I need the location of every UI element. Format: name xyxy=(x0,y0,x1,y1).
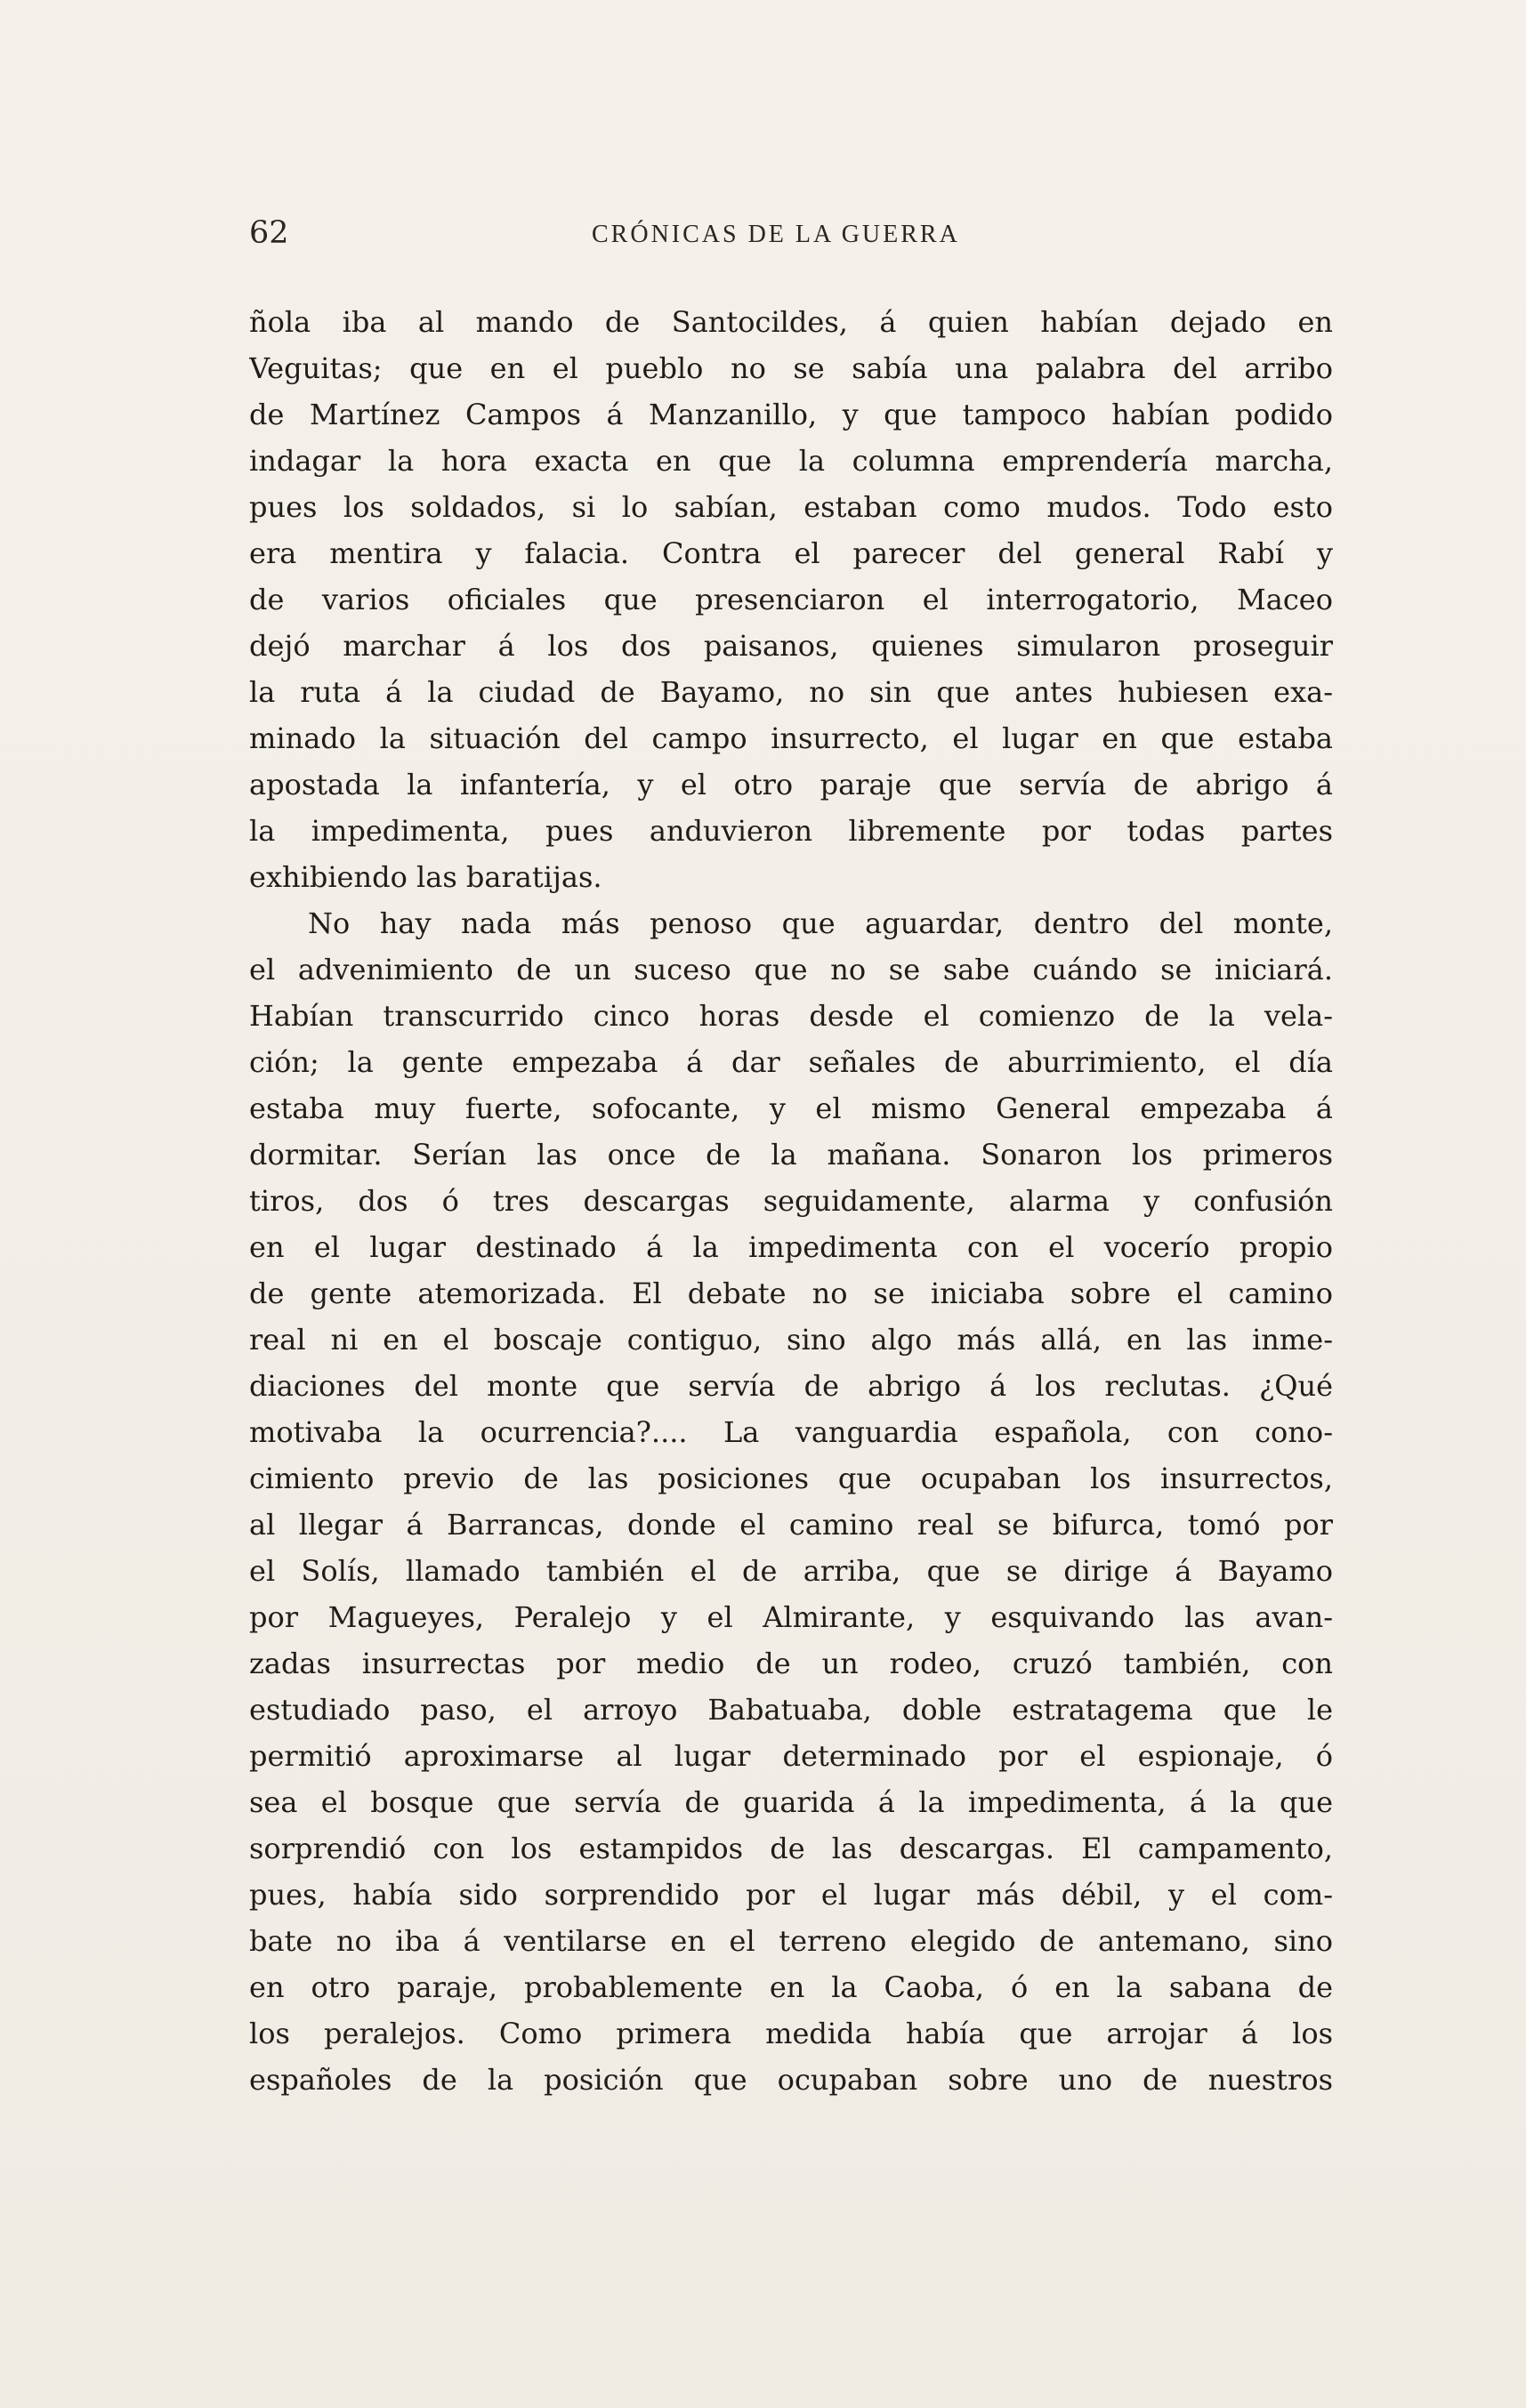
text-line: pues, había sido sorprendido por el lugar más débil, y el com- xyxy=(249,1878,1333,1912)
text-line: era mentira y falacia. Contra el parecer del general Rabí y xyxy=(249,536,1333,570)
text-line: cimiento previo de las posiciones que ocupaban los insurrectos, xyxy=(249,1462,1333,1495)
text-line: zadas insurrectas por medio de un rodeo, cruzó también, con xyxy=(249,1647,1333,1680)
running-head: CRÓNICAS DE LA GUERRA xyxy=(592,221,960,248)
text-line: la ruta á la ciudad de Bayamo, no sin que antes hubiesen exa- xyxy=(249,675,1333,709)
text-line: permitió aproximarse al lugar determinado por el espionaje, ó xyxy=(249,1739,1333,1773)
text-line: Habían transcurrido cinco horas desde el comienzo de la vela- xyxy=(249,999,1333,1033)
text-line: indagar la hora exacta en que la columna emprendería marcha, xyxy=(249,444,1333,478)
text-line: en el lugar destinado á la impedimenta con el vocerío propio xyxy=(249,1230,1333,1264)
text-line: de Martínez Campos á Manzanillo, y que tampoco habían podido xyxy=(249,398,1333,431)
text-line: los peralejos. Como primera medida había que arrojar á los xyxy=(249,2017,1333,2050)
text-line: estudiado paso, el arroyo Babatuaba, doble estratagema que le xyxy=(249,1693,1333,1727)
paragraph-first-line: No hay nada más penoso que aguardar, dentro del monte, xyxy=(308,906,1333,940)
text-line: minado la situación del campo insurrecto, el lugar en que estaba xyxy=(249,721,1333,755)
text-line: sorprendió con los estampidos de las descargas. El campamento, xyxy=(249,1832,1333,1865)
text-line: exhibiendo las baratijas. xyxy=(249,860,602,894)
text-line: diaciones del monte que servía de abrigo á los reclutas. ¿Qué xyxy=(249,1369,1333,1403)
text-line: bate no iba á ventilarse en el terreno elegido de antemano, sino xyxy=(249,1924,1333,1958)
body-text xyxy=(249,299,1333,2103)
text-line: al llegar á Barrancas, donde el camino real se bifurca, tomó por xyxy=(249,1508,1333,1542)
text-line: Veguitas; que en el pueblo no se sabía una palabra del arribo xyxy=(249,351,1333,385)
text-line: dormitar. Serían las once de la mañana. Sonaron los primeros xyxy=(249,1138,1333,1172)
text-line: ñola iba al mando de Santocildes, á quien habían dejado en xyxy=(249,305,1333,339)
text-line: la impedimenta, pues anduvieron libremente por todas partes xyxy=(249,814,1333,848)
text-line: apostada la infantería, y el otro paraje que servía de abrigo á xyxy=(249,768,1333,801)
text-line: ción; la gente empezaba á dar señales de aburrimiento, el día xyxy=(249,1045,1333,1079)
page-number: 62 xyxy=(249,215,289,251)
text-line: estaba muy fuerte, sofocante, y el mismo General empezaba á xyxy=(249,1091,1333,1125)
text-line: pues los soldados, si lo sabían, estaban como mudos. Todo esto xyxy=(249,490,1333,524)
text-line: motivaba la ocurrencia?.... La vanguardia española, con cono- xyxy=(249,1415,1333,1449)
text-line: tiros, dos ó tres descargas seguidamente, alarma y confusión xyxy=(249,1184,1333,1218)
text-line: en otro paraje, probablemente en la Caoba, ó en la sabana de xyxy=(249,1970,1333,2004)
text-line: por Magueyes, Peralejo y el Almirante, y esquivando las avan- xyxy=(249,1600,1333,1634)
text-line: españoles de la posición que ocupaban sobre uno de nuestros xyxy=(249,2063,1333,2097)
text-line: dejó marchar á los dos paisanos, quienes simularon proseguir xyxy=(249,629,1333,663)
text-line: el Solís, llamado también el de arriba, que se dirige á Bayamo xyxy=(249,1554,1333,1588)
text-line: real ni en el boscaje contiguo, sino algo más allá, en las inme- xyxy=(249,1323,1333,1357)
text-line: sea el bosque que servía de guarida á la impedimenta, á la que xyxy=(249,1785,1333,1819)
text-line: el advenimiento de un suceso que no se sabe cuándo se iniciará. xyxy=(249,953,1333,987)
page-header xyxy=(249,215,1333,260)
text-line: de gente atemorizada. El debate no se iniciaba sobre el camino xyxy=(249,1276,1333,1310)
text-line: de varios oficiales que presenciaron el interrogatorio, Maceo xyxy=(249,583,1333,616)
